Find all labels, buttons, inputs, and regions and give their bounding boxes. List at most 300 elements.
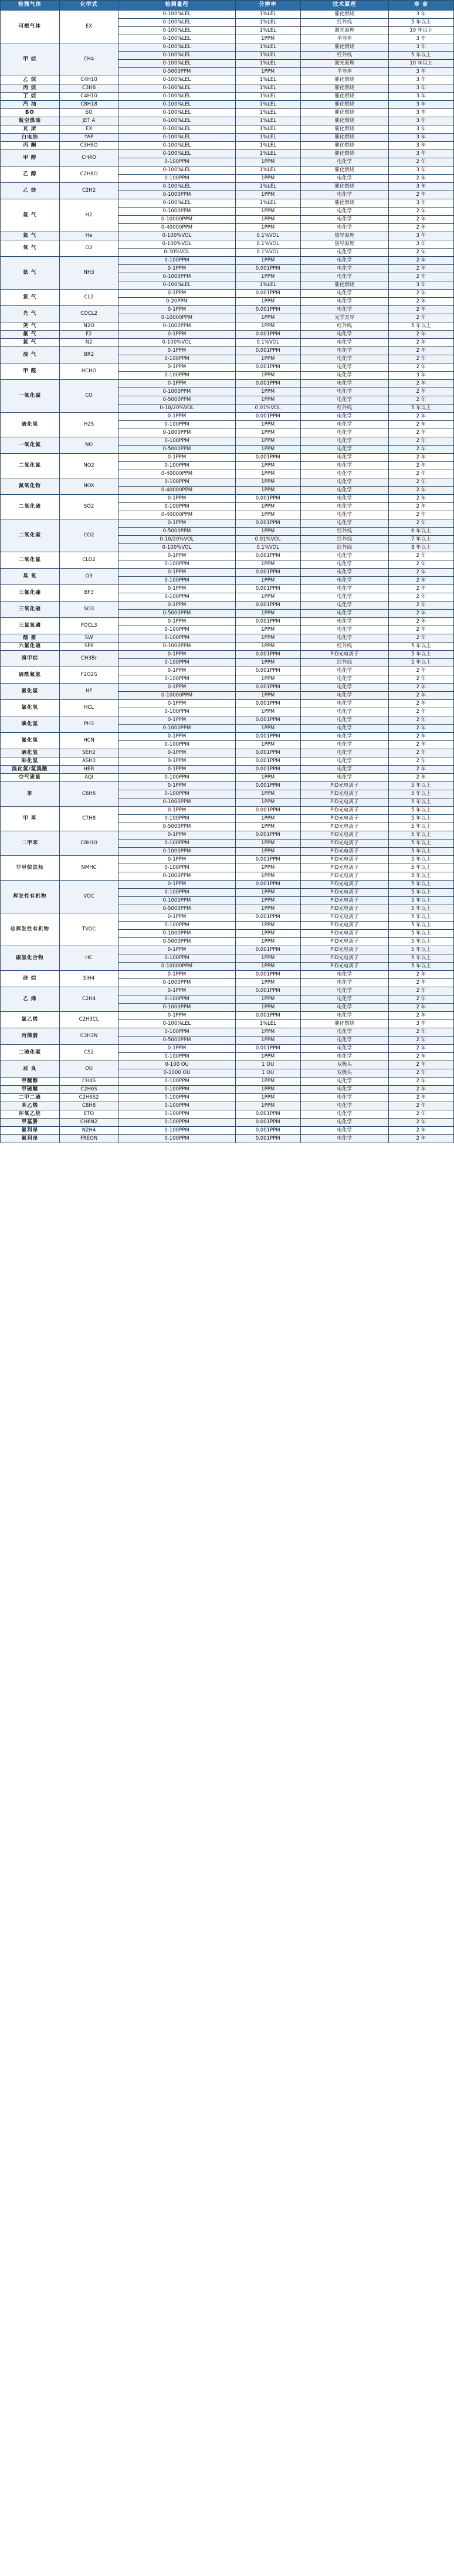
cell-resolution: 1%LEL [235, 84, 300, 93]
cell-detection-range: 0-1000PPM [118, 798, 235, 807]
cell-resolution: 0.001PPM [235, 856, 300, 864]
cell-chemical-formula: NO2 [59, 454, 118, 478]
cell-lifetime: 3 年 [388, 150, 453, 158]
cell-lifetime: 5 年以上 [388, 659, 453, 667]
cell-chemical-formula: C2H6O [59, 166, 118, 183]
cell-chemical-formula: OU [59, 1061, 118, 1078]
cell-detection-range: 0-1PPM [118, 1012, 235, 1020]
cell-lifetime: 2 年 [388, 1094, 453, 1102]
cell-technology: 电化学 [300, 618, 388, 626]
cell-gas-name: 二氧化碳 [1, 519, 60, 552]
cell-detection-range: 0-1000PPM [118, 322, 235, 331]
table-row [1, 43, 454, 52]
cell-technology: PID光电离子 [300, 864, 388, 872]
table-row [1, 987, 454, 995]
cell-resolution: 0.001PPM [235, 716, 300, 725]
cell-technology: 电化学 [300, 454, 388, 462]
cell-technology: 电化学 [300, 1004, 388, 1012]
table-row [1, 700, 454, 708]
table-row [1, 306, 454, 314]
cell-resolution: 0.001PPM [235, 684, 300, 692]
cell-technology: PID光电离子 [300, 938, 388, 946]
cell-gas-name: 氨 气 [1, 257, 60, 290]
cell-gas-name: 氟利昂 [1, 1127, 60, 1135]
header-range: 检测量程 [118, 1, 235, 11]
cell-technology: 电化学 [300, 1036, 388, 1045]
cell-technology: 电化学 [300, 372, 388, 380]
cell-technology: 电化学 [300, 757, 388, 766]
cell-technology: 催化燃烧 [300, 281, 388, 290]
cell-resolution: 0.001PPM [235, 585, 300, 593]
cell-technology: 电化学 [300, 462, 388, 470]
cell-lifetime: 3 年 [388, 43, 453, 52]
cell-lifetime: 3 年 [388, 101, 453, 109]
cell-resolution: 1PPM [235, 675, 300, 684]
table-row [1, 183, 454, 191]
cell-technology: PID光电离子 [300, 798, 388, 807]
cell-lifetime: 5 年以上 [388, 405, 453, 413]
cell-detection-range: 0-100PPM [118, 1094, 235, 1102]
cell-resolution: 0.001PPM [235, 782, 300, 790]
cell-technology: PID光电离子 [300, 872, 388, 881]
cell-lifetime: 2 年 [388, 741, 453, 749]
table-row [1, 782, 454, 790]
cell-detection-range: 0-1PPM [118, 987, 235, 995]
cell-detection-range: 0-100%VOL [118, 240, 235, 249]
cell-lifetime: 2 年 [388, 314, 453, 322]
cell-gas-name: 苯乙烯 [1, 1102, 60, 1110]
cell-detection-range: 0-10000PPM [118, 216, 235, 224]
cell-detection-range: 0-100PPM [118, 421, 235, 429]
cell-technology: 电化学 [300, 766, 388, 774]
cell-technology: 电化学 [300, 290, 388, 298]
cell-resolution: 0.001PPM [235, 519, 300, 528]
cell-resolution: 0.001PPM [235, 651, 300, 659]
cell-lifetime: 3 年 [388, 125, 453, 134]
table-row [1, 290, 454, 298]
cell-detection-range: 0-5000PPM [118, 1036, 235, 1045]
cell-detection-range: 0-100%LEL [118, 183, 235, 191]
cell-lifetime: 2 年 [388, 1028, 453, 1036]
cell-gas-name: 瓦 斯 [1, 125, 60, 134]
cell-chemical-formula: NH3 [59, 257, 118, 290]
cell-chemical-formula: CO2 [59, 519, 118, 552]
cell-lifetime: 5 年以上 [388, 889, 453, 897]
cell-resolution: 1PPM [235, 938, 300, 946]
cell-resolution: 0.001PPM [235, 700, 300, 708]
cell-detection-range: 0-100PPM [118, 889, 235, 897]
cell-lifetime: 2 年 [388, 454, 453, 462]
cell-lifetime: 5 年以上 [388, 913, 453, 922]
cell-resolution: 1%LEL [235, 93, 300, 101]
cell-technology: 电化学 [300, 700, 388, 708]
cell-lifetime: 2 年 [388, 1045, 453, 1053]
cell-resolution: 0.001PPM [235, 363, 300, 372]
cell-gas-name: 甲 醇 [1, 150, 60, 166]
cell-technology: 电化学 [300, 306, 388, 314]
cell-detection-range: 0-30%VOL [118, 249, 235, 257]
cell-gas-name: 氟化氢 [1, 684, 60, 700]
cell-chemical-formula: PH3 [59, 716, 118, 733]
cell-technology: 电化学 [300, 273, 388, 281]
cell-technology: PID光电离子 [300, 922, 388, 930]
cell-resolution: 1PPM [235, 1078, 300, 1086]
cell-resolution: 1PPM [235, 963, 300, 971]
cell-lifetime: 2 年 [388, 675, 453, 684]
cell-gas-name: 甲 苯 [1, 807, 60, 831]
cell-resolution: 1PPM [235, 372, 300, 380]
cell-resolution: 1PPM [235, 643, 300, 651]
cell-chemical-formula: C3H8 [59, 84, 118, 93]
cell-technology: 电化学 [300, 158, 388, 166]
cell-lifetime: 3 年 [388, 240, 453, 249]
cell-detection-range: 0-1PPM [118, 331, 235, 339]
table-row [1, 257, 454, 265]
cell-technology: PID光电离子 [300, 782, 388, 790]
cell-detection-range: 0-100%LEL [118, 35, 235, 43]
cell-lifetime: 2 年 [388, 429, 453, 437]
cell-resolution: 1PPM [235, 577, 300, 585]
cell-lifetime: 2 年 [388, 224, 453, 232]
cell-gas-name: 丙 烷 [1, 84, 60, 93]
table-row [1, 1135, 454, 1143]
cell-resolution: 0.01%VOL [235, 405, 300, 413]
cell-resolution: 0.01%VOL [235, 536, 300, 544]
cell-lifetime: 5 年以上 [388, 963, 453, 971]
cell-lifetime: 2 年 [388, 610, 453, 618]
cell-resolution: 0.1%VOL [235, 232, 300, 240]
cell-lifetime: 2 年 [388, 995, 453, 1004]
cell-technology: 电化学 [300, 339, 388, 347]
cell-technology: 电化学 [300, 774, 388, 782]
cell-lifetime: 2 年 [388, 265, 453, 273]
cell-detection-range: 0-100PPM [118, 659, 235, 667]
cell-lifetime: 2 年 [388, 626, 453, 634]
cell-detection-range: 0-5000PPM [118, 905, 235, 913]
cell-gas-name: 甲 烷 [1, 43, 60, 76]
table-row [1, 109, 454, 117]
cell-detection-range: 0-100PPM [118, 478, 235, 487]
cell-detection-range: 0-100PPM [118, 922, 235, 930]
cell-lifetime: 2 年 [388, 298, 453, 306]
cell-technology: PID光电离子 [300, 963, 388, 971]
cell-resolution: 1%LEL [235, 183, 300, 191]
cell-chemical-formula: CH4O [59, 150, 118, 166]
cell-lifetime: 3 年 [388, 166, 453, 175]
cell-lifetime: 5 年以上 [388, 52, 453, 60]
cell-resolution: 1PPM [235, 905, 300, 913]
cell-resolution: 1PPM [235, 610, 300, 618]
cell-chemical-formula: AQI [59, 774, 118, 782]
table-row [1, 339, 454, 347]
cell-gas-name: 总挥发性有机物 [1, 913, 60, 946]
cell-detection-range: 0-1PPM [118, 413, 235, 421]
cell-lifetime: 5 年以上 [388, 864, 453, 872]
cell-detection-range: 0-100PPM [118, 774, 235, 782]
cell-technology: 电化学 [300, 995, 388, 1004]
cell-chemical-formula: TVOC [59, 913, 118, 946]
cell-resolution: 1PPM [235, 446, 300, 454]
cell-resolution: 1 OU [235, 1061, 300, 1069]
cell-detection-range: 0-10000PPM [118, 692, 235, 700]
cell-lifetime: 2 年 [388, 634, 453, 643]
cell-technology: 红外线 [300, 536, 388, 544]
cell-lifetime: 2 年 [388, 470, 453, 478]
cell-lifetime: 2 年 [388, 380, 453, 388]
cell-detection-range: 0-1PPM [118, 913, 235, 922]
cell-detection-range: 0-1000PPM [118, 273, 235, 281]
cell-lifetime: 5 年以上 [388, 840, 453, 848]
cell-chemical-formula: SIH4 [59, 971, 118, 987]
cell-technology: 电化学 [300, 470, 388, 478]
cell-lifetime: 2 年 [388, 396, 453, 405]
cell-technology: PID光电离子 [300, 840, 388, 848]
gas-spec-table [0, 0, 454, 1143]
cell-resolution: 0.1%VOL [235, 544, 300, 552]
cell-resolution: 0.001PPM [235, 1119, 300, 1127]
cell-technology: 电化学 [300, 380, 388, 388]
cell-technology: 电化学 [300, 191, 388, 199]
cell-resolution: 1PPM [235, 922, 300, 930]
cell-gas-name: 氧 气 [1, 240, 60, 257]
cell-gas-name: 硫酰氟氨 [1, 667, 60, 684]
cell-technology: 电化学 [300, 446, 388, 454]
cell-chemical-formula: SW [59, 634, 118, 643]
cell-detection-range: 0-100%LEL [118, 199, 235, 208]
cell-detection-range: 0-1PPM [118, 380, 235, 388]
cell-chemical-formula: C8H10 [59, 831, 118, 856]
cell-detection-range: 0-1PPM [118, 807, 235, 815]
cell-resolution: 0.001PPM [235, 667, 300, 675]
cell-chemical-formula: CH4S [59, 1078, 118, 1086]
cell-technology: PID光电离子 [300, 905, 388, 913]
cell-resolution: 1PPM [235, 1036, 300, 1045]
cell-detection-range: 0-5000PPM [118, 938, 235, 946]
cell-detection-range: 0-100%LEL [118, 166, 235, 175]
cell-detection-range: 0-100PPM [118, 257, 235, 265]
cell-technology: PID光电离子 [300, 651, 388, 659]
cell-detection-range: 0-1000PPM [118, 979, 235, 987]
cell-technology: 电化学 [300, 331, 388, 339]
table-row [1, 347, 454, 355]
table-body [1, 11, 454, 1143]
cell-gas-name: 硒化氢 [1, 749, 60, 757]
cell-technology: PID光电离子 [300, 823, 388, 831]
cell-resolution: 1%LEL [235, 109, 300, 117]
cell-lifetime: 2 年 [388, 1102, 453, 1110]
cell-detection-range: 0-100PPM [118, 626, 235, 634]
cell-resolution: 1PPM [235, 848, 300, 856]
cell-technology: 红外线 [300, 544, 388, 552]
cell-lifetime: 2 年 [388, 577, 453, 585]
cell-resolution: 0.1%VOL [235, 240, 300, 249]
cell-technology: 电化学 [300, 552, 388, 560]
cell-lifetime: 2 年 [388, 593, 453, 601]
cell-chemical-formula: N2O [59, 322, 118, 331]
cell-detection-range: 0-100%LEL [118, 281, 235, 290]
cell-chemical-formula: HF [59, 684, 118, 700]
cell-resolution: 0.001PPM [235, 347, 300, 355]
cell-gas-name: 六氟化硫 [1, 643, 60, 651]
cell-lifetime: 2 年 [388, 1053, 453, 1061]
table-row [1, 1045, 454, 1053]
cell-lifetime: 5 年以上 [388, 643, 453, 651]
cell-lifetime: 2 年 [388, 774, 453, 782]
cell-technology: PID光电离子 [300, 856, 388, 864]
cell-lifetime: 5 年以上 [388, 938, 453, 946]
cell-detection-range: 0-100%LEL [118, 117, 235, 125]
table-row [1, 380, 454, 388]
cell-technology: 催化燃烧 [300, 101, 388, 109]
table-row [1, 117, 454, 125]
header-gas-name: 检测气体 [1, 1, 60, 11]
cell-detection-range: 0-1000 OU [118, 1069, 235, 1078]
cell-detection-range: 0-10000PPM [118, 314, 235, 322]
cell-gas-name: 苯 [1, 782, 60, 807]
cell-technology: 电化学 [300, 1119, 388, 1127]
cell-lifetime: 10 年以上 [388, 60, 453, 68]
cell-resolution: 0.001PPM [235, 971, 300, 979]
cell-detection-range: 0-100PPM [118, 634, 235, 643]
cell-gas-name: 溴 气 [1, 347, 60, 363]
cell-technology: 电化学 [300, 487, 388, 495]
cell-gas-name: 氮氧化物 [1, 478, 60, 495]
cell-detection-range: 0-20PPM [118, 298, 235, 306]
cell-resolution: 1PPM [235, 1094, 300, 1102]
cell-chemical-formula: F2 [59, 331, 118, 339]
cell-lifetime: 2 年 [388, 257, 453, 265]
cell-resolution: 0.001PPM [235, 881, 300, 889]
cell-chemical-formula: CO [59, 380, 118, 413]
cell-chemical-formula: SEH2 [59, 749, 118, 757]
cell-resolution: 1%LEL [235, 281, 300, 290]
cell-chemical-formula: C3H3N [59, 1028, 118, 1045]
cell-resolution: 1PPM [235, 478, 300, 487]
cell-gas-name: 丁 烷 [1, 93, 60, 101]
cell-technology: 电化学 [300, 503, 388, 511]
cell-lifetime: 3 年 [388, 76, 453, 84]
cell-lifetime: 5 年以上 [388, 807, 453, 815]
cell-lifetime: 3 年 [388, 372, 453, 380]
cell-technology: 半导体 [300, 35, 388, 43]
cell-resolution: 1PPM [235, 314, 300, 322]
cell-detection-range: 0-100PPM [118, 1127, 235, 1135]
cell-technology: 激光原理 [300, 27, 388, 35]
cell-detection-range: 0-100%LEL [118, 43, 235, 52]
cell-detection-range: 0-1PPM [118, 569, 235, 577]
cell-chemical-formula: HCN [59, 733, 118, 749]
cell-technology: 电化学 [300, 667, 388, 675]
cell-resolution: 1%LEL [235, 11, 300, 19]
cell-resolution: 0.001PPM [235, 1135, 300, 1143]
cell-resolution: 1%LEL [235, 1020, 300, 1028]
cell-resolution: 1PPM [235, 815, 300, 823]
cell-lifetime: 2 年 [388, 667, 453, 675]
cell-gas-name: БО [1, 109, 60, 117]
cell-detection-range: 0-100%LEL [118, 1020, 235, 1028]
table-row [1, 101, 454, 109]
cell-detection-range: 0-1000PPM [118, 388, 235, 396]
cell-gas-name: 恶 臭 [1, 1061, 60, 1078]
cell-lifetime: 2 年 [388, 1135, 453, 1143]
cell-resolution: 1PPM [235, 437, 300, 446]
header-technology: 技术原理 [300, 1, 388, 11]
cell-chemical-formula: C6H6 [59, 782, 118, 807]
cell-chemical-formula: C8H18 [59, 101, 118, 109]
cell-lifetime: 5 年以上 [388, 798, 453, 807]
cell-detection-range: 0-1PPM [118, 1045, 235, 1053]
cell-gas-name: 汽 油 [1, 101, 60, 109]
cell-lifetime: 5 年以上 [388, 831, 453, 840]
cell-lifetime: 5 年以上 [388, 651, 453, 659]
cell-detection-range: 0-100 OU [118, 1061, 235, 1069]
cell-chemical-formula: N2H4 [59, 1127, 118, 1135]
cell-lifetime: 2 年 [388, 446, 453, 454]
table-row [1, 881, 454, 889]
cell-lifetime: 2 年 [388, 1012, 453, 1020]
cell-lifetime: 2 年 [388, 216, 453, 224]
cell-technology: 电化学 [300, 1045, 388, 1053]
cell-technology: 电化学 [300, 478, 388, 487]
cell-technology: 红外线 [300, 659, 388, 667]
cell-chemical-formula: C2H3CL [59, 1012, 118, 1028]
cell-gas-name: 乙 醇 [1, 166, 60, 183]
cell-lifetime: 2 年 [388, 487, 453, 495]
cell-resolution: 1PPM [235, 298, 300, 306]
cell-technology: 电化学 [300, 634, 388, 643]
cell-detection-range: 0-10/20%VOL [118, 405, 235, 413]
cell-detection-range: 0-1PPM [118, 716, 235, 725]
cell-lifetime: 6 年以上 [388, 528, 453, 536]
cell-lifetime: 2 年 [388, 355, 453, 363]
cell-resolution: 1PPM [235, 659, 300, 667]
cell-technology: 电化学 [300, 1086, 388, 1094]
cell-gas-name: 二氧化氮 [1, 454, 60, 478]
cell-technology: PID光电离子 [300, 790, 388, 798]
cell-gas-name: 甲 醛 [1, 363, 60, 380]
table-row [1, 134, 454, 142]
cell-detection-range: 0-1000PPM [118, 429, 235, 437]
cell-chemical-formula: C4H10 [59, 76, 118, 84]
cell-gas-name: 氯化氢 [1, 700, 60, 716]
cell-resolution: 1%LEL [235, 125, 300, 134]
table-row [1, 946, 454, 954]
cell-resolution: 0.001PPM [235, 413, 300, 421]
cell-lifetime: 2 年 [388, 1069, 453, 1078]
cell-lifetime: 3 年 [388, 199, 453, 208]
table-row [1, 437, 454, 446]
cell-detection-range: 0-100PPM [118, 815, 235, 823]
cell-detection-range: 0-1PPM [118, 651, 235, 659]
cell-resolution: 1%LEL [235, 166, 300, 175]
cell-detection-range: 0-5000PPM [118, 396, 235, 405]
cell-technology: 催化燃烧 [300, 84, 388, 93]
cell-technology: PID光电离子 [300, 848, 388, 856]
cell-lifetime: 2 年 [388, 733, 453, 741]
cell-chemical-formula: CH6N2 [59, 1119, 118, 1127]
table-row [1, 1078, 454, 1086]
cell-detection-range: 0-1000PPM [118, 872, 235, 881]
table-row [1, 684, 454, 692]
cell-technology: 电化学 [300, 298, 388, 306]
cell-resolution: 1PPM [235, 216, 300, 224]
cell-detection-range: 0-100PPM [118, 1078, 235, 1086]
cell-detection-range: 0-1PPM [118, 601, 235, 610]
cell-gas-name: 乙 烯 [1, 987, 60, 1012]
table-row [1, 749, 454, 757]
cell-gas-name: 二硫化碳 [1, 1045, 60, 1061]
cell-technology: 红外线 [300, 52, 388, 60]
